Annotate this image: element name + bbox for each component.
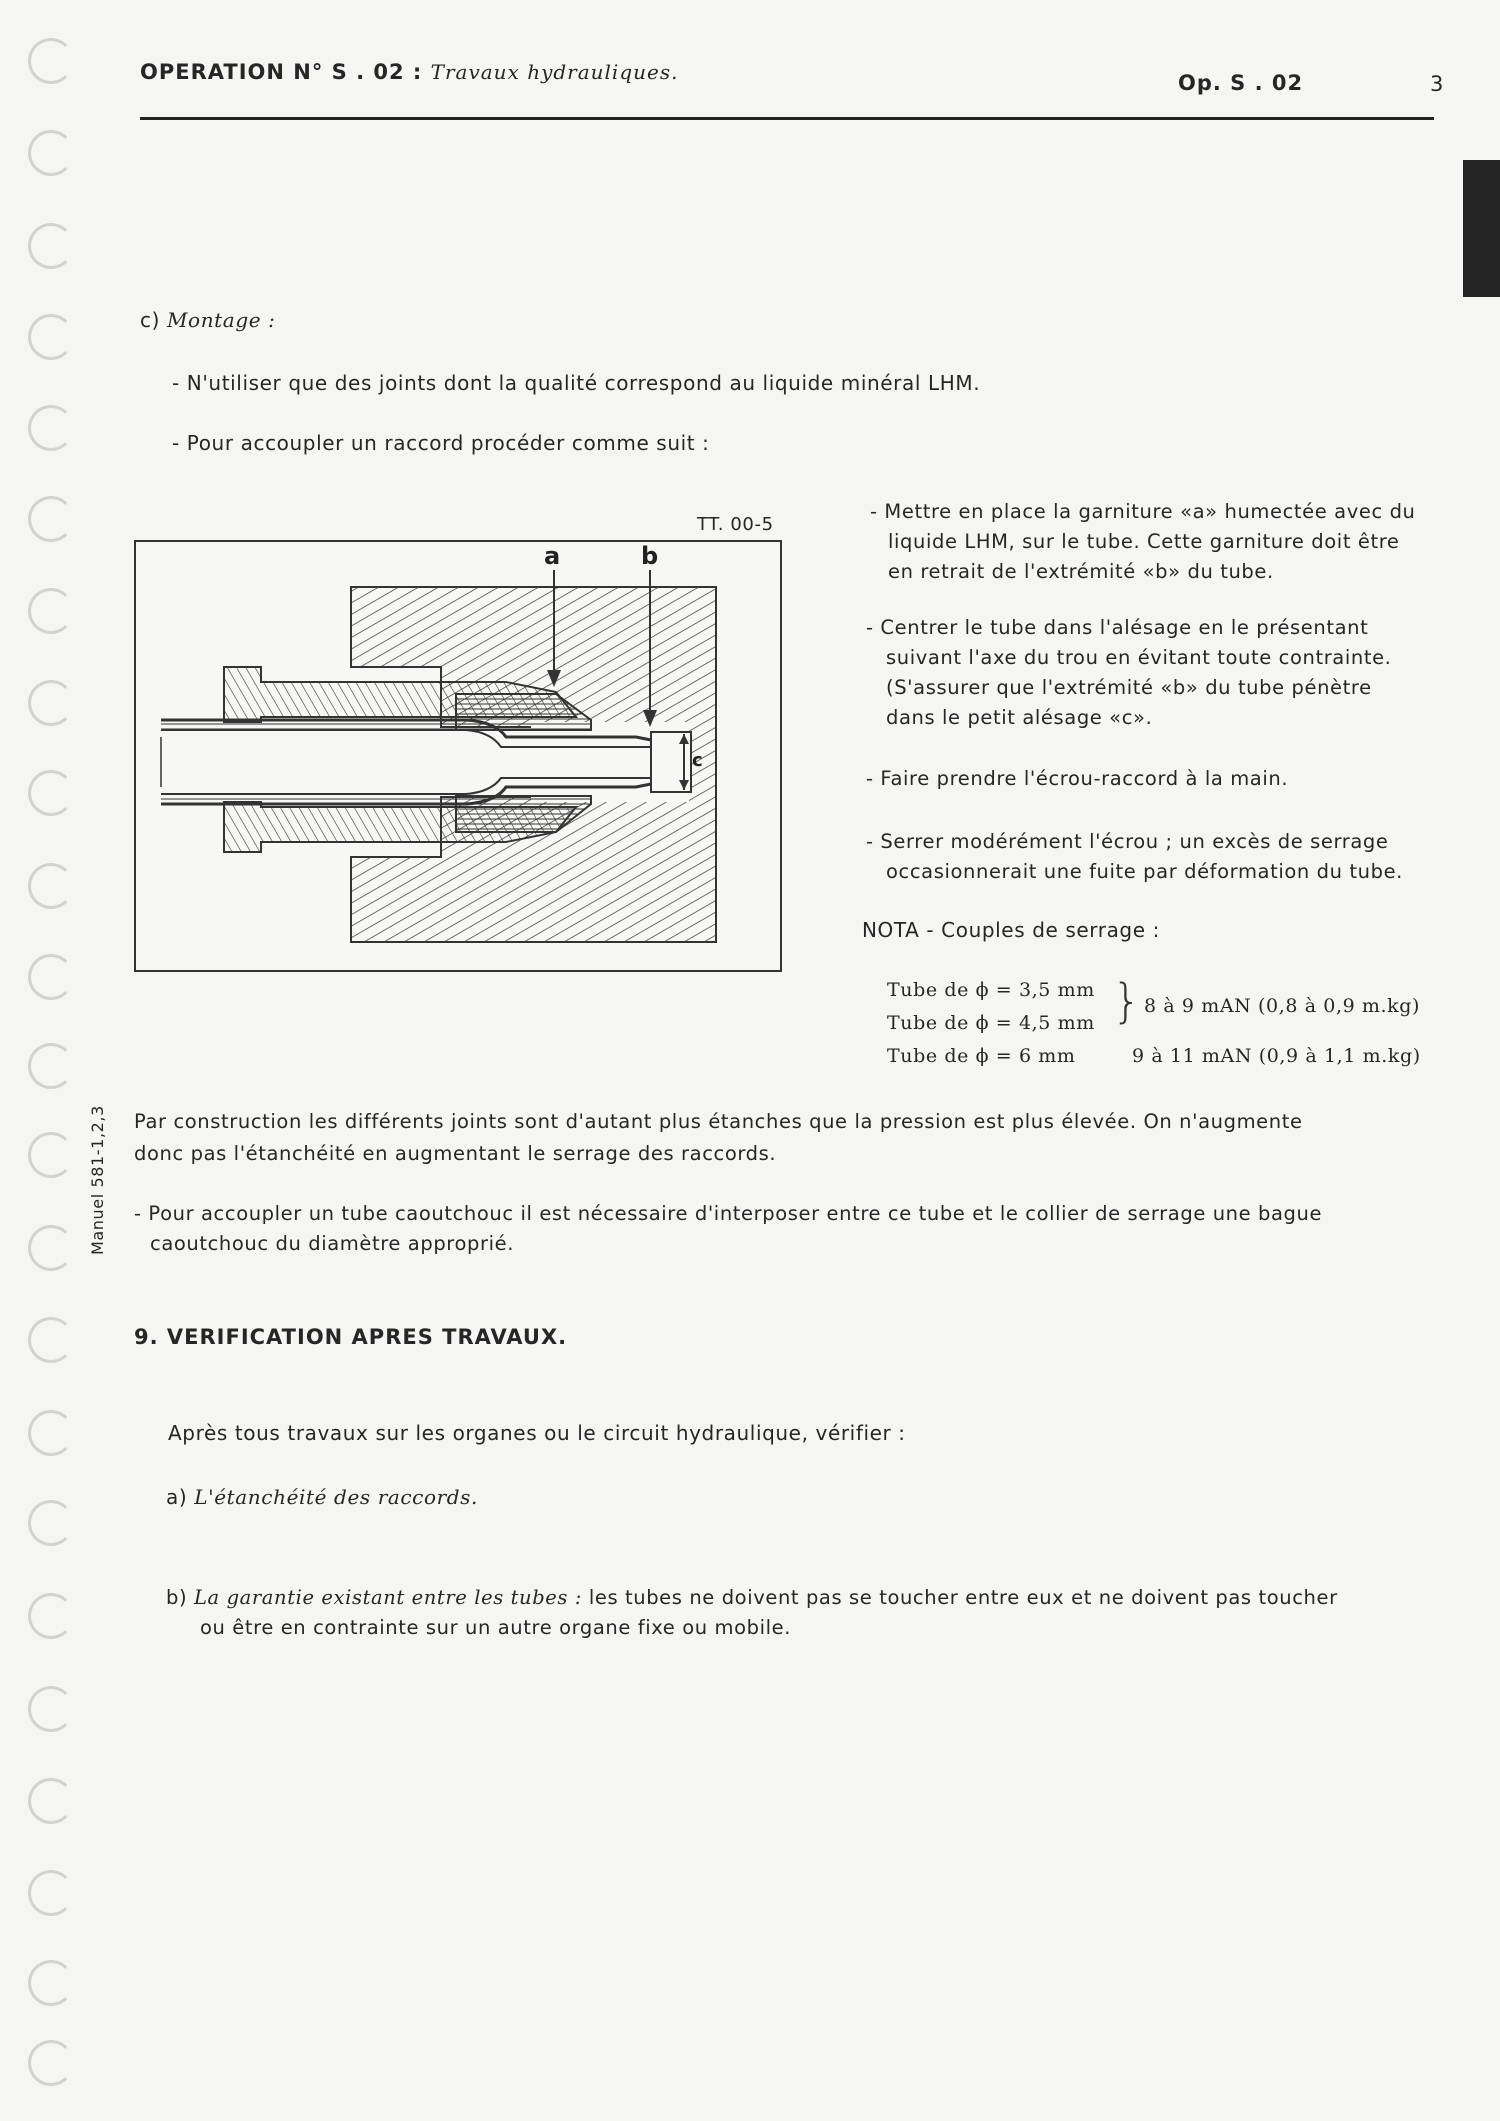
- section-c-title: [140, 308, 275, 332]
- check-b-prefix: b): [166, 1586, 188, 1609]
- header-rule: [140, 117, 1434, 120]
- instruction-line: - Pour accoupler un raccord procéder comme suit :: [172, 431, 710, 455]
- step-1: [870, 497, 1416, 587]
- step-line: liquide LHM, sur le tube. Cette garniture doit être: [888, 530, 1400, 553]
- section-c-prefix: c): [140, 308, 160, 332]
- operation-label: OPERATION N° S . 02 :: [140, 60, 423, 84]
- nota-row-2: Tube de ϕ = 4,5 mm: [887, 1012, 1095, 1034]
- operation-title: Travaux hydrauliques.: [430, 60, 679, 84]
- tube-section-upper: [161, 720, 461, 730]
- check-a-prefix: a): [166, 1485, 188, 1509]
- step-3: [866, 767, 1288, 790]
- section-9-heading: 9. VERIFICATION APRES TRAVAUX.: [134, 1325, 568, 1349]
- step-line: (S'assurer que l'extrémité «b» du tube pénètre: [886, 676, 1372, 699]
- paragraph-line: Par construction les différents joints sont d'autant plus étanches que la pression est plus élevée. On n'augmente: [134, 1110, 1303, 1133]
- fitting-diagram: [134, 540, 782, 972]
- tube-section-lower: [161, 794, 461, 804]
- section-9-intro: Après tous travaux sur les organes ou le circuit hydraulique, vérifier :: [168, 1421, 906, 1445]
- section-thumb-tab: [1463, 160, 1500, 297]
- nota-row-1: Tube de ϕ = 3,5 mm: [887, 979, 1095, 1001]
- nota-title: NOTA - Couples de serrage :: [862, 918, 1160, 942]
- step-line: dans le petit alésage «c».: [886, 706, 1153, 729]
- instruction-line: - N'utiliser que des joints dont la qualité correspond au liquide minéral LHM.: [172, 371, 981, 395]
- check-b-line: les tubes ne doivent pas se toucher entre eux et ne doivent pas toucher: [588, 1586, 1338, 1609]
- step-line: - Faire prendre l'écrou-raccord à la main.: [866, 767, 1289, 790]
- paragraph-construction: [134, 1106, 1303, 1170]
- step-line: - Mettre en place la garniture «a» humectée avec du: [870, 500, 1416, 523]
- paragraph-rubber-tube: [134, 1199, 1322, 1259]
- step-line: occasionnerait une fuite par déformation du tube.: [886, 860, 1403, 883]
- step-line: - Centrer le tube dans l'alésage en le présentant: [866, 616, 1369, 639]
- op-reference: Op. S . 02: [1178, 71, 1304, 95]
- nota-value-3: 9 à 11 mAN (0,9 à 1,1 m.kg): [1132, 1045, 1421, 1067]
- step-line: - Serrer modérément l'écrou ; un excès de serrage: [866, 830, 1389, 853]
- paragraph-line: - Pour accoupler un tube caoutchouc il est nécessaire d'interposer entre ce tube et le collier de serrage une bague: [134, 1202, 1323, 1225]
- page-header: [140, 60, 678, 84]
- paragraph-line: caoutchouc du diamètre approprié.: [150, 1232, 515, 1255]
- step-2: [866, 613, 1391, 733]
- label-c: c: [692, 750, 703, 771]
- fitting-cross-section: [136, 542, 780, 970]
- nota-value-12: 8 à 9 mAN (0,8 à 0,9 m.kg): [1144, 995, 1421, 1017]
- check-b-line: ou être en contrainte sur un autre organe fixe ou mobile.: [200, 1616, 792, 1639]
- step-4: [866, 827, 1403, 887]
- check-b-title: La garantie existant entre les tubes :: [194, 1586, 583, 1609]
- label-a: a: [544, 542, 561, 570]
- check-item-b: [166, 1583, 1338, 1643]
- page-number: 3: [1430, 72, 1444, 96]
- section-c-heading: Montage :: [166, 308, 276, 332]
- figure-reference: TT. 00-5: [697, 514, 774, 535]
- brace-icon: }: [1112, 974, 1142, 1028]
- check-item-a: [166, 1485, 478, 1509]
- label-b: b: [641, 542, 659, 570]
- check-a-text: L'étanchéité des raccords.: [194, 1485, 479, 1509]
- step-line: en retrait de l'extrémité «b» du tube.: [888, 560, 1274, 583]
- nota-row-3: Tube de ϕ = 6 mm: [887, 1045, 1076, 1067]
- manual-reference: Manuel 581-1,2,3: [88, 1105, 107, 1255]
- step-line: suivant l'axe du trou en évitant toute contrainte.: [886, 646, 1392, 669]
- paragraph-line: donc pas l'étanchéité en augmentant le serrage des raccords.: [134, 1142, 777, 1165]
